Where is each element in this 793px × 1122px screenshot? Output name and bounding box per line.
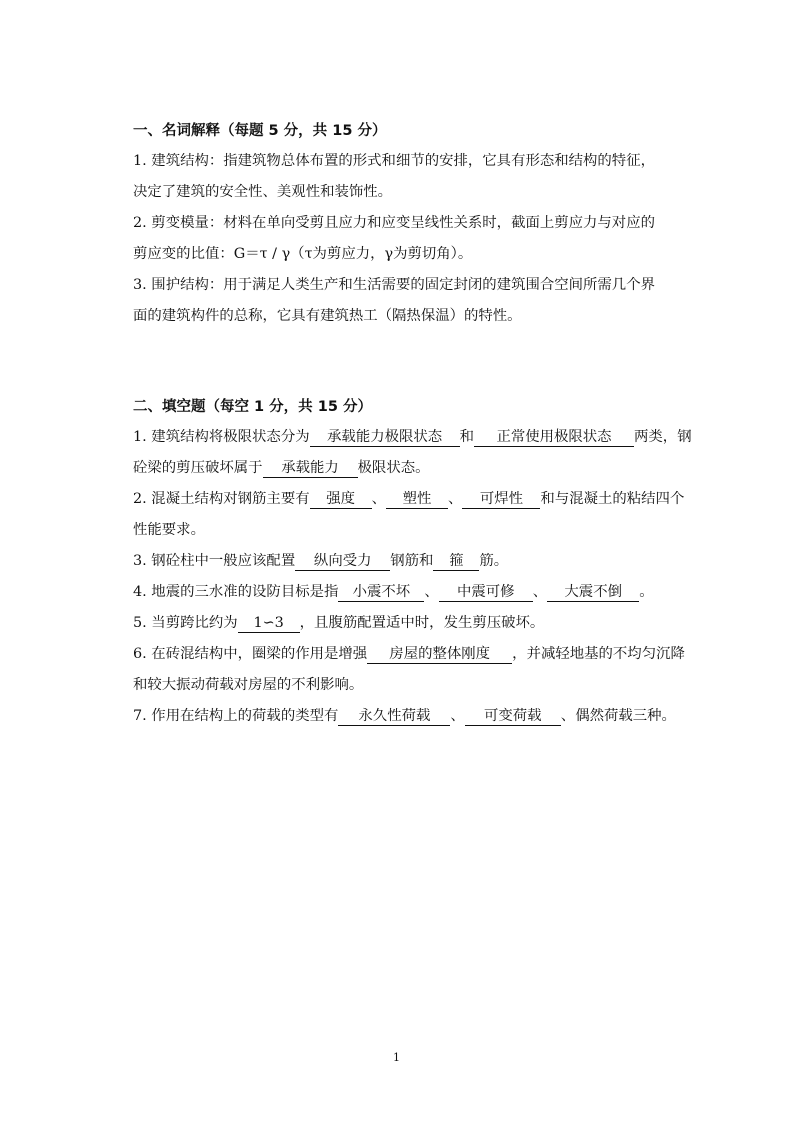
question-text: 。 (639, 584, 654, 600)
question-text: 1. 建筑结构将极限状态分为 (133, 429, 310, 445)
definition-3-line-2: 面的建筑构件的总称，它具有建筑热工（隔热保温）的特性。 (133, 308, 522, 324)
answer-blank: 纵向受力 (295, 553, 390, 571)
definition-2-line-1: 2. 剪变模量：材料在单向受剪且应力和应变呈线性关系时，截面上剪应力与对应的 (133, 215, 655, 231)
section-spacer (133, 332, 721, 392)
question-text: 、 (532, 584, 548, 600)
definition-1-line-1: 1. 建筑结构：指建筑物总体布置的形式和细节的安排，它具有形态和结构的特征， (133, 153, 655, 169)
question-text: 和 (459, 429, 475, 445)
question-text: ，并减轻地基的不均匀沉降 (512, 646, 685, 662)
question-2-line-1 (133, 484, 721, 515)
section-title-fill-in-blanks: 二、填空题（每空 1 分，共 15 分） (133, 399, 372, 415)
question-text: 2. 混凝土结构对钢筋主要有 (133, 491, 310, 507)
question-text: 、 (424, 584, 439, 600)
answer-blank: 房屋的整体刚度 (367, 646, 512, 664)
question-text: 、 (450, 708, 465, 724)
question-text: 5. 当剪跨比约为 (133, 615, 238, 631)
section-title-definitions: 一、名词解释（每题 5 分，共 15 分） (133, 123, 387, 139)
question-6-line-2: 和较大振动荷载对房屋的不利影响。 (133, 677, 364, 693)
question-3 (133, 546, 721, 577)
question-text: 钢筋和 (390, 553, 434, 569)
definition-3-line-1: 3. 围护结构：用于满足人类生产和生活需要的固定封闭的建筑围合空间所需几个界 (133, 277, 655, 293)
answer-blank: 塑性 (386, 491, 448, 509)
answer-blank: 箍 (433, 553, 479, 571)
definition-2-line-2: 剪应变的比值：G＝τ / γ（τ为剪应力，γ为剪切角）。 (133, 246, 473, 262)
document-content (133, 116, 721, 732)
question-text: 4. 地震的三水准的设防目标是指 (133, 584, 339, 600)
definition-1-line-2: 决定了建筑的安全性、美观性和装饰性。 (133, 184, 393, 200)
question-6-line-1 (133, 639, 721, 670)
answer-blank: 中震可修 (439, 584, 533, 602)
question-1-line-1 (133, 422, 721, 453)
question-text: 和与混凝土的粘结四个 (540, 491, 685, 507)
answer-blank: 可变荷载 (465, 708, 561, 726)
question-2-line-2: 性能要求。 (133, 522, 205, 538)
answer-blank: 1∽3 (238, 615, 300, 633)
question-text: 3. 钢砼柱中一般应该配置 (133, 553, 296, 569)
question-7 (133, 701, 721, 732)
question-text: 极限状态。 (357, 460, 430, 476)
question-4 (133, 577, 721, 608)
question-5 (133, 608, 721, 639)
question-1-line-2 (133, 453, 721, 484)
question-text: 筋。 (479, 553, 509, 569)
answer-blank: 承载能力 (263, 460, 358, 478)
question-text: 两类，钢 (634, 429, 692, 445)
answer-blank: 强度 (310, 491, 372, 509)
question-text: 、偶然荷载三种。 (560, 708, 676, 724)
question-text: 6. 在砖混结构中，圈梁的作用是增强 (133, 646, 368, 662)
page-number: 1 (393, 1051, 400, 1064)
question-text: 砼梁的剪压破坏属于 (133, 460, 263, 476)
answer-blank: 大震不倒 (547, 584, 639, 602)
question-text: 、 (371, 491, 387, 507)
question-text: 7. 作用在结构上的荷载的类型有 (133, 708, 339, 724)
answer-blank: 小震不坏 (338, 584, 424, 602)
answer-blank: 可焊性 (462, 491, 540, 509)
answer-blank: 永久性荷载 (338, 708, 450, 726)
answer-blank: 正常使用极限状态 (474, 429, 634, 447)
question-text: 、 (448, 491, 463, 507)
question-text: ，且腹筋配置适中时，发生剪压破坏。 (299, 615, 545, 631)
answer-blank: 承载能力极限状态 (310, 429, 460, 447)
